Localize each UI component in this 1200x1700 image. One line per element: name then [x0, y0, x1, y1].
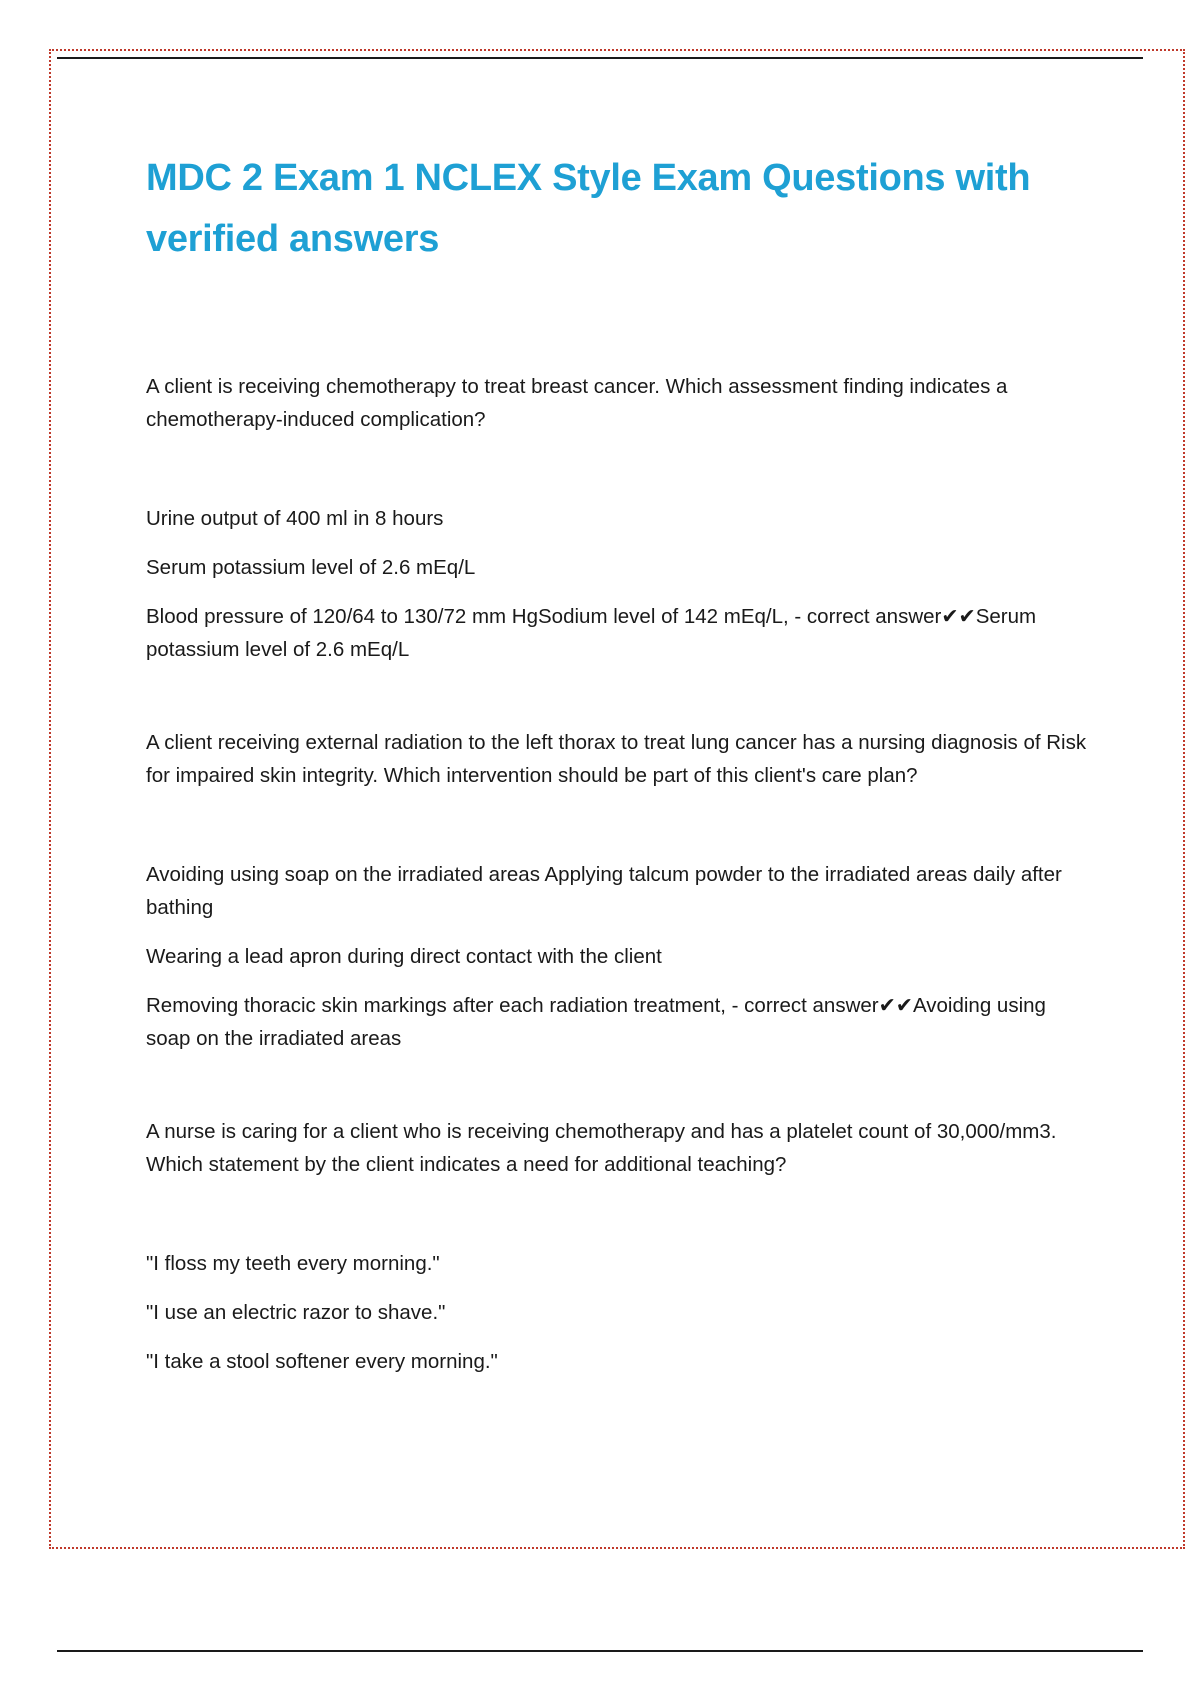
answer-option: Serum potassium level of 2.6 mEq/L — [146, 556, 476, 579]
answer-option: "I take a stool softener every morning." — [146, 1350, 498, 1373]
question-text: A nurse is caring for a client who is receiving chemotherapy and has a platelet count of 30,000/mm3. Which statement by the client indicates a need for additional teaching? — [146, 1120, 1057, 1176]
bottom-rule — [57, 1650, 1143, 1652]
question-block-1 — [146, 370, 1096, 666]
question-text: A client receiving external radiation to the left thorax to treat lung cancer has a nursing diagnosis of Risk for impaired skin integrity. Which intervention should be part of this client's care plan? — [146, 731, 1087, 787]
answer-option: Urine output of 400 ml in 8 hours — [146, 507, 444, 530]
answer-option: "I use an electric razor to shave." — [146, 1301, 446, 1324]
top-rule — [57, 57, 1143, 59]
answer-option: "I floss my teeth every morning." — [146, 1252, 440, 1275]
question-block-2 — [146, 726, 1096, 1055]
question-block-3 — [146, 1115, 1096, 1378]
answer-option: Wearing a lead apron during direct contact with the client — [146, 945, 662, 968]
answer-option-with-correct-answer: Blood pressure of 120/64 to 130/72 mm HgSodium level of 142 mEq/L, - correct answer✔✔Serum potassium level of 2.6 mEq/L — [146, 605, 1037, 661]
answer-option: Avoiding using soap on the irradiated areas Applying talcum powder to the irradiated areas daily after bathing — [146, 863, 1062, 919]
document-title: MDC 2 Exam 1 NCLEX Style Exam Questions with verified answers — [146, 157, 1031, 260]
answer-option-with-correct-answer: Removing thoracic skin markings after each radiation treatment, - correct answer✔✔Avoiding using soap on the irradiated areas — [146, 994, 1046, 1050]
document-body — [146, 148, 1096, 1378]
question-text: A client is receiving chemotherapy to treat breast cancer. Which assessment finding indicates a chemotherapy-induced complication? — [146, 375, 1008, 431]
